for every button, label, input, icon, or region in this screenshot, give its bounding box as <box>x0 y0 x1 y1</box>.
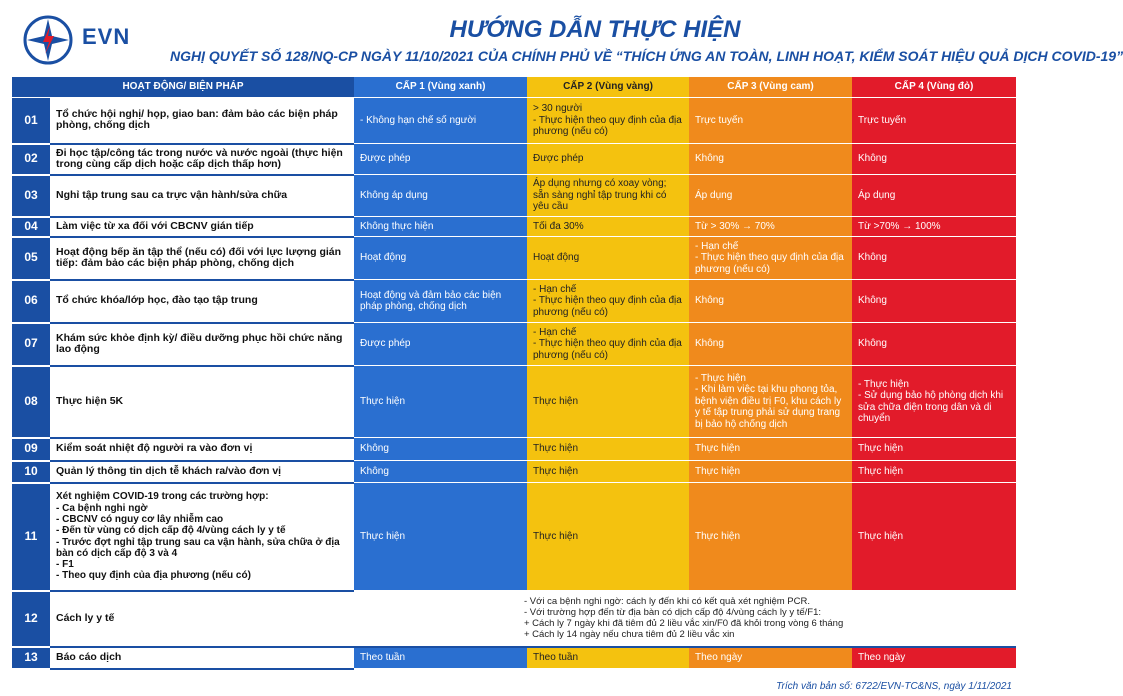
row-number: 11 <box>12 483 50 591</box>
level-2-cell: Thực hiện <box>527 461 689 483</box>
level-2-cell: Thực hiện <box>527 483 689 591</box>
page-header <box>0 0 1123 76</box>
activity-cell: Quản lý thông tin dịch tễ khách ra/vào đơn vị <box>50 461 354 483</box>
activity-cell: Kiểm soát nhiệt độ người ra vào đơn vị <box>50 438 354 461</box>
level-1-cell: Hoạt động và đảm bảo các biện pháp phòng, chống dịch <box>354 280 527 323</box>
row-number: 13 <box>12 647 50 669</box>
level-1-cell: Không <box>354 438 527 461</box>
level-2-cell: Theo tuần <box>527 647 689 669</box>
row-number: 08 <box>12 366 50 438</box>
row-number: 02 <box>12 144 50 175</box>
level-2-cell: Tối đa 30% <box>527 217 689 237</box>
level-4-cell: Không <box>852 237 1016 280</box>
level-1-cell: Không áp dụng <box>354 175 527 217</box>
table-row <box>12 175 1016 217</box>
level-4-cell: Không <box>852 280 1016 323</box>
level-3-cell: - Hạn chế - Thực hiện theo quy định của địa phương (nếu có) <box>689 237 852 280</box>
table-row <box>12 366 1016 438</box>
activity-cell: Thực hiện 5K <box>50 366 354 438</box>
level-3-cell: Không <box>689 280 852 323</box>
level-2-cell: Hoạt động <box>527 237 689 280</box>
table-row <box>12 144 1016 175</box>
activity-cell: Tổ chức hội nghị/ họp, giao ban: đảm bảo các biện pháp phòng, chống dịch <box>50 98 354 144</box>
table-row <box>12 98 1016 144</box>
activity-cell: Nghỉ tập trung sau ca trực vận hành/sửa chữa <box>50 175 354 217</box>
activity-cell: Làm việc từ xa đối với CBCNV gián tiếp <box>50 217 354 237</box>
level-4-cell: Thực hiện <box>852 483 1016 591</box>
level-3-cell: Áp dụng <box>689 175 852 217</box>
level-4-cell: Thực hiện <box>852 438 1016 461</box>
quarantine-merged-cell: - Với ca bệnh nghi ngờ: cách ly đến khi có kết quả xét nghiệm PCR. - Với trường hợp đến từ địa bàn có dịch cấp độ 4/vùng cách ly y tế/F1: + Cách ly 7 ngày khi đã tiêm đủ 2 liều vắc xin/F0 đã khỏi trong vòng 6 tháng + Cách ly 14 ngày nếu chưa tiêm đủ 2 liều vắc xin <box>354 591 1016 647</box>
level-1-cell: - Không hạn chế số người <box>354 98 527 144</box>
level-4-cell: Trực tuyến <box>852 98 1016 144</box>
header-level-4: CẤP 4 (Vùng đỏ) <box>852 77 1016 98</box>
level-4-cell: Không <box>852 144 1016 175</box>
level-1-cell: Được phép <box>354 323 527 366</box>
level-2-cell: - Hạn chế - Thực hiện theo quy định của địa phương (nếu có) <box>527 323 689 366</box>
table-row <box>12 591 1016 647</box>
row-number: 04 <box>12 217 50 237</box>
level-3-cell: Từ > 30% → 70% <box>689 217 852 237</box>
table-row <box>12 461 1016 483</box>
table-row <box>12 237 1016 280</box>
table-row <box>12 280 1016 323</box>
level-2-cell: Thực hiện <box>527 438 689 461</box>
header-level-1: CẤP 1 (Vùng xanh) <box>354 77 527 98</box>
level-3-cell: Thực hiện <box>689 438 852 461</box>
row-number: 01 <box>12 98 50 144</box>
activity-cell: Xét nghiệm COVID-19 trong các trường hợp: - Ca bệnh nghi ngờ - CBCNV có nguy cơ lây nhiễm cao - Đến từ vùng có dịch cấp độ 4/vùng cách ly y tế - Trước đợt nghỉ tập trung sau ca vận hành, sửa chữa ở địa bàn có dịch cấp độ 3 và 4 - F1 - Theo quy định của địa phương (nếu có) <box>50 483 354 591</box>
level-1-cell: Được phép <box>354 144 527 175</box>
table-row <box>12 647 1016 669</box>
level-3-cell: Thực hiện <box>689 461 852 483</box>
level-3-cell: Thực hiện <box>689 483 852 591</box>
level-3-cell: - Thực hiện - Khi làm việc tại khu phong tỏa, bệnh viện điều trị F0, khu cách ly y tế tập trung phải sử dụng trang bị bảo hộ chống dịch <box>689 366 852 438</box>
level-1-cell: Hoạt động <box>354 237 527 280</box>
header-activity: HOẠT ĐỘNG/ BIỆN PHÁP <box>12 77 354 98</box>
activity-cell: Báo cáo dịch <box>50 647 354 669</box>
level-2-cell: Thực hiện <box>527 366 689 438</box>
level-2-cell: - Hạn chế - Thực hiện theo quy định của địa phương (nếu có) <box>527 280 689 323</box>
activity-cell: Khám sức khỏe định kỳ/ điều dưỡng phục hồi chức năng lao động <box>50 323 354 366</box>
level-1-cell: Thực hiện <box>354 483 527 591</box>
level-2-cell: > 30 người - Thực hiện theo quy định của địa phương (nếu có) <box>527 98 689 144</box>
activity-cell: Tổ chức khóa/lớp học, đào tạo tập trung <box>50 280 354 323</box>
row-number: 05 <box>12 237 50 280</box>
page-subtitle: NGHỊ QUYẾT SỐ 128/NQ-CP NGÀY 11/10/2021 CỦA CHÍNH PHỦ VỀ “THÍCH ỨNG AN TOÀN, LINH HOẠT, KIỂM SOÁT HIỆU QUẢ DỊCH COVID-19” <box>170 48 1123 64</box>
level-1-cell: Không thực hiện <box>354 217 527 237</box>
level-4-cell: Thực hiện <box>852 461 1016 483</box>
row-number: 06 <box>12 280 50 323</box>
table-row <box>12 323 1016 366</box>
level-1-cell: Không <box>354 461 527 483</box>
level-4-cell: Theo ngày <box>852 647 1016 669</box>
row-number: 10 <box>12 461 50 483</box>
guidance-table <box>12 77 1016 670</box>
level-4-cell: - Thực hiện - Sử dụng bảo hộ phòng dịch khi sửa chữa điện trong dân và di chuyển <box>852 366 1016 438</box>
level-3-cell: Trực tuyến <box>689 98 852 144</box>
level-3-cell: Không <box>689 323 852 366</box>
header-level-3: CẤP 3 (Vùng cam) <box>689 77 852 98</box>
row-number: 12 <box>12 591 50 647</box>
level-4-cell: Áp dụng <box>852 175 1016 217</box>
table-header-row <box>12 77 1016 98</box>
level-4-cell: Từ >70% → 100% <box>852 217 1016 237</box>
table-row <box>12 217 1016 237</box>
level-4-cell: Không <box>852 323 1016 366</box>
level-2-cell: Áp dụng nhưng có xoay vòng; sẵn sàng nghỉ tập trung khi có yêu cầu <box>527 175 689 217</box>
header-level-2: CẤP 2 (Vùng vàng) <box>527 77 689 98</box>
table-row <box>12 438 1016 461</box>
source-footnote: Trích văn bản số: 6722/EVN-TC&NS, ngày 1/11/2021 <box>776 681 1012 692</box>
level-3-cell: Không <box>689 144 852 175</box>
logo-text: EVN <box>82 24 131 49</box>
level-1-cell: Theo tuần <box>354 647 527 669</box>
row-number: 09 <box>12 438 50 461</box>
row-number: 07 <box>12 323 50 366</box>
activity-cell: Đi học tập/công tác trong nước và nước ngoài (thực hiện trong cùng cấp dịch hoặc cấp dịch thấp hơn) <box>50 144 354 175</box>
table-row <box>12 483 1016 591</box>
level-3-cell: Theo ngày <box>689 647 852 669</box>
level-2-cell: Được phép <box>527 144 689 175</box>
page-title: HƯỚNG DẪN THỰC HIỆN <box>449 16 741 43</box>
activity-cell: Hoạt động bếp ăn tập thể (nếu có) đối với lực lượng gián tiếp: đảm bảo các biện pháp phòng, chống dịch <box>50 237 354 280</box>
activity-cell: Cách ly y tế <box>50 591 354 647</box>
level-1-cell: Thực hiện <box>354 366 527 438</box>
row-number: 03 <box>12 175 50 217</box>
